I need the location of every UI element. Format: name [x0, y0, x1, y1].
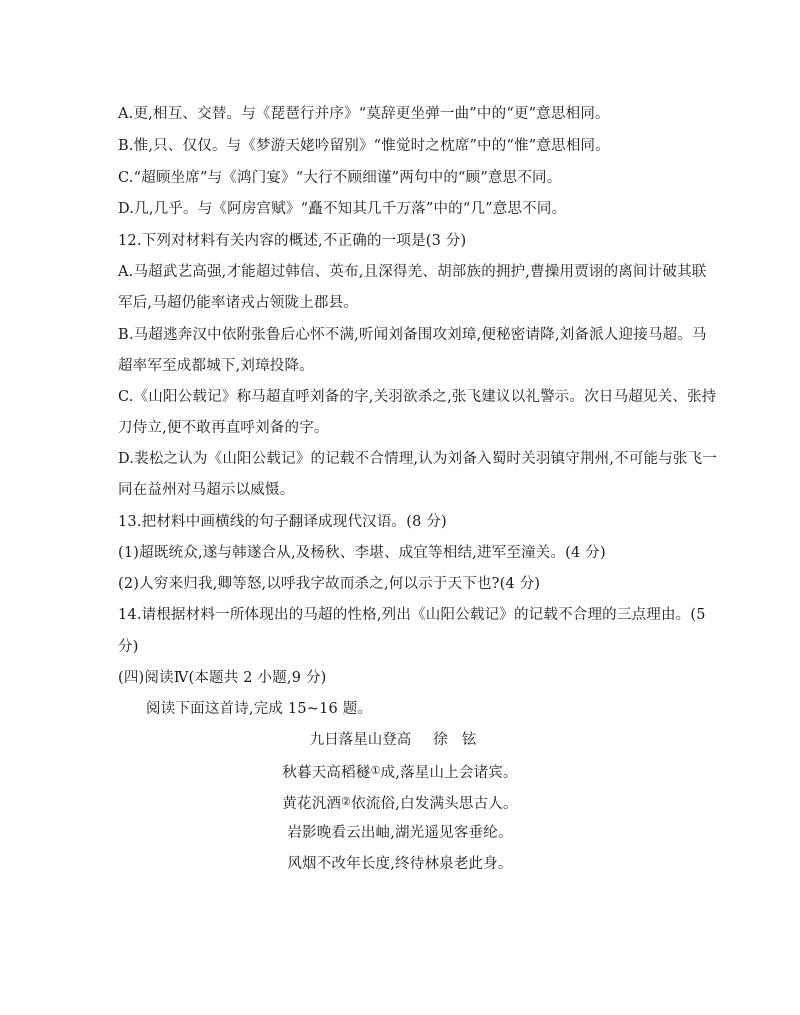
poem-author: 徐铉	[433, 732, 491, 748]
question-12-stem: 12.下列对材料有关内容的概述,不正确的一项是(3 分)	[118, 233, 467, 249]
option-11c: C.“超顾坐席”与《鸿门宴》“大行不顾细谨”两句中的“顾”意思不同。	[118, 170, 562, 186]
section-4-heading: (四)阅读Ⅳ(本题共 2 小题,9 分)	[118, 670, 327, 686]
poem-line-2	[0, 793, 800, 813]
option-11b: B.惟,只、仅仅。与《梦游天姥吟留别》“惟觉时之枕席”中的“惟”意思相同。	[118, 138, 610, 154]
poem-line-1-part-b: 成,落星山上会诸宾。	[380, 765, 518, 781]
option-12b-line2: 超率军至成都城下,刘璋投降。	[118, 358, 314, 374]
option-12a-line1: A.马超武艺高强,才能超过韩信、英布,且深得羌、胡部族的拥护,曹操用贾诩的离间计破其联	[118, 264, 707, 280]
poem-line-1-part-a: 秋暮天高稻穟	[282, 765, 371, 781]
option-12c-line2: 刀侍立,便不敢再直呼刘备的字。	[118, 420, 329, 436]
poem-heading	[0, 731, 800, 749]
footnote-marker-1: ①	[370, 764, 381, 777]
option-12d-line2: 同在益州对马超示以威慑。	[118, 482, 295, 498]
section-4-instruction: 阅读下面这首诗,完成 15~16 题。	[146, 701, 373, 717]
question-13-sentence-2: (2)人穷来归我,卿等怒,以呼我字故而杀之,何以示于天下也?(4 分)	[118, 576, 541, 592]
question-13-sentence-1: (1)超既统众,遂与韩遂合从,及杨秋、李堪、成宜等相结,进军至潼关。(4 分)	[118, 545, 606, 561]
poem-line-2-part-b: 依流俗,白发满头思古人。	[351, 796, 518, 812]
poem-line-1	[0, 762, 800, 782]
poem-line-4: 风烟不改年长度,终待林泉老此身。	[287, 856, 513, 872]
option-12d-line1: D.裴松之认为《山阳公载记》的记载不合情理,认为刘备入蜀时关羽镇守荆州,不可能与张飞一	[118, 451, 718, 467]
option-11a: A.更,相互、交替。与《琵琶行并序》“莫辞更坐弹一曲”中的“更”意思相同。	[118, 106, 610, 122]
poem-line-2-part-a: 黄花汎酒	[282, 796, 342, 812]
poem-line-3: 岩影晚看云出岫,湖光遥见客垂纶。	[287, 825, 513, 841]
footnote-marker-2: ②	[341, 795, 352, 808]
option-12c-line1: C.《山阳公载记》称马超直呼刘备的字,关羽欲杀之,张飞建议以礼警示。次日马超见关、张持	[118, 389, 717, 405]
option-12a-line2: 军后,马超仍能率诸戎占领陇上郡县。	[118, 295, 359, 311]
question-14-line1: 14.请根据材料一所体现出的马超的性格,列出《山阳公载记》的记载不合理的三点理由。(5	[118, 607, 706, 623]
option-12b-line1: B.马超逃奔汉中依附张鲁后心怀不满,听闻刘备围攻刘璋,便秘密请降,刘备派人迎接马超。马	[118, 327, 707, 343]
option-11d: D.几,几乎。与《阿房宫赋》“矗不知其几千万落”中的“几”意思不同。	[118, 201, 567, 217]
question-13-stem: 13.把材料中画横线的句子翻译成现代汉语。(8 分)	[118, 514, 447, 530]
poem-title: 九日落星山登高	[309, 732, 412, 748]
question-14-line2: 分)	[118, 639, 139, 655]
